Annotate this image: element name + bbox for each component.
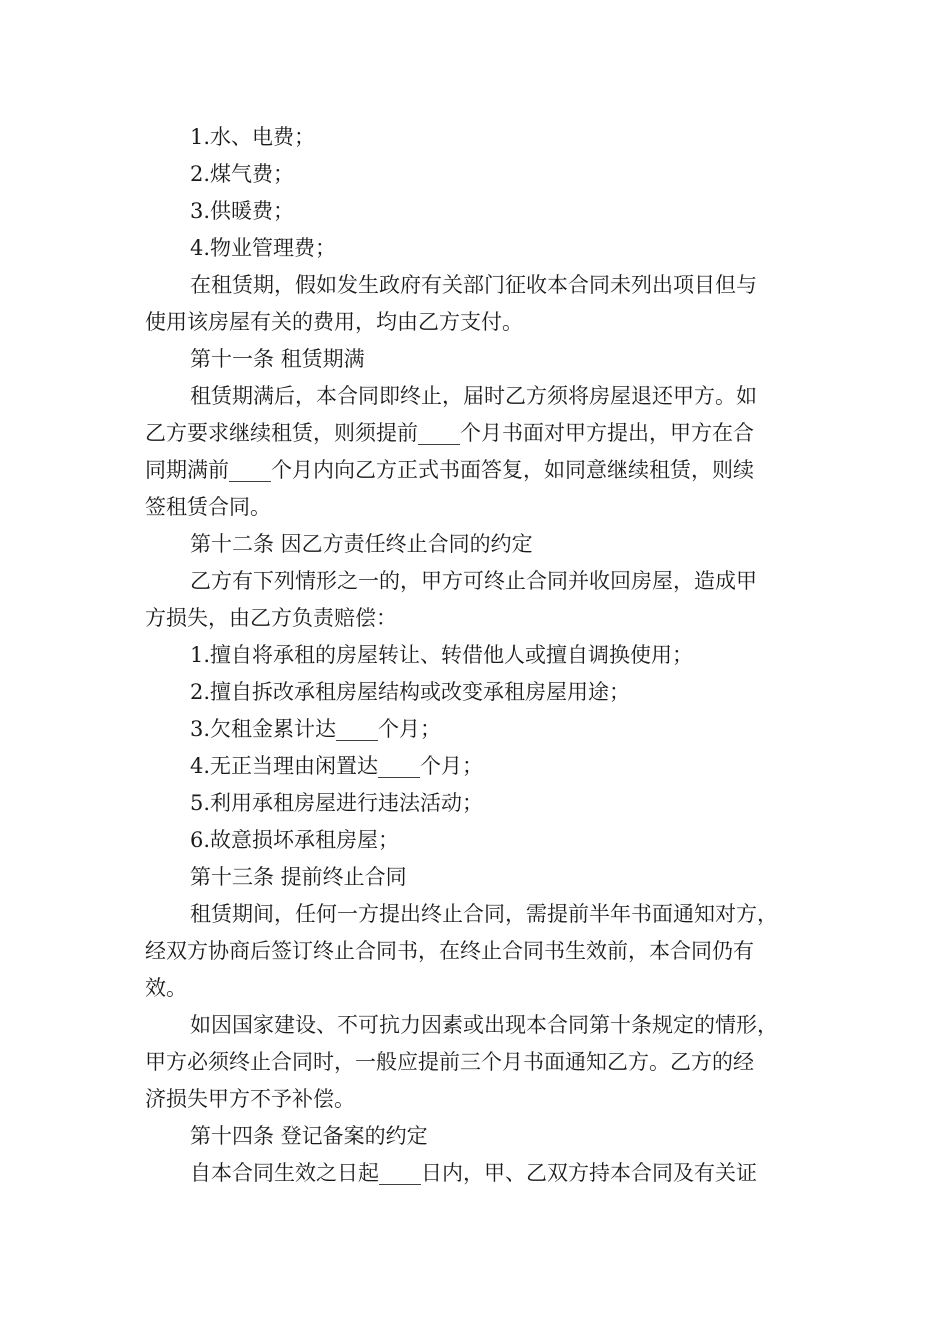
paragraph-line: 如因国家建设、不可抗力因素或出现本合同第十条规定的情形， <box>190 1013 778 1037</box>
list-item: 5.利用承租房屋进行违法活动； <box>190 791 484 815</box>
list-item: 1.擅自将承租的房屋转让、转借他人或擅自调换使用； <box>190 643 694 667</box>
list-item: 2.煤气费； <box>190 162 295 186</box>
list-item: 4.无正当理由闲置达____个月； <box>190 754 484 778</box>
paragraph-line: 经双方协商后签订终止合同书，在终止合同书生效前，本合同仍有 <box>145 939 754 963</box>
paragraph-line: 方损失，由乙方负责赔偿： <box>145 606 397 630</box>
section-heading: 第十二条 因乙方责任终止合同的约定 <box>190 532 533 556</box>
list-item: 6.故意损坏承租房屋； <box>190 828 400 852</box>
paragraph-line: 乙方要求继续租赁，则须提前____个月书面对甲方提出，甲方在合 <box>145 421 754 445</box>
list-item: 4.物业管理费； <box>190 236 337 260</box>
paragraph-line: 在租赁期，假如发生政府有关部门征收本合同未列出项目但与 <box>190 273 757 297</box>
section-heading: 第十一条 租赁期满 <box>190 347 365 371</box>
section-heading: 第十四条 登记备案的约定 <box>190 1124 428 1148</box>
paragraph-line: 济损失甲方不予补偿。 <box>145 1087 355 1111</box>
paragraph-line: 使用该房屋有关的费用，均由乙方支付。 <box>145 310 523 334</box>
list-item: 1.水、电费； <box>190 125 316 149</box>
paragraph-line: 甲方必须终止合同时，一般应提前三个月书面通知乙方。乙方的经 <box>145 1050 754 1074</box>
list-item: 3.欠租金累计达____个月； <box>190 717 442 741</box>
list-item: 2.擅自拆改承租房屋结构或改变承租房屋用途； <box>190 680 631 704</box>
paragraph-line: 租赁期间，任何一方提出终止合同，需提前半年书面通知对方， <box>190 902 778 926</box>
paragraph-line: 租赁期满后，本合同即终止，届时乙方须将房屋退还甲方。如 <box>190 384 757 408</box>
paragraph-line: 同期满前____个月内向乙方正式书面答复，如同意继续租赁，则续 <box>145 458 754 482</box>
list-item: 3.供暖费； <box>190 199 295 223</box>
paragraph-line: 自本合同生效之日起____日内，甲、乙双方持本合同及有关证 <box>190 1161 757 1185</box>
paragraph-line: 签租赁合同。 <box>145 495 271 519</box>
paragraph-line: 效。 <box>145 976 187 1000</box>
section-heading: 第十三条 提前终止合同 <box>190 865 407 889</box>
paragraph-line: 乙方有下列情形之一的，甲方可终止合同并收回房屋，造成甲 <box>190 569 757 593</box>
